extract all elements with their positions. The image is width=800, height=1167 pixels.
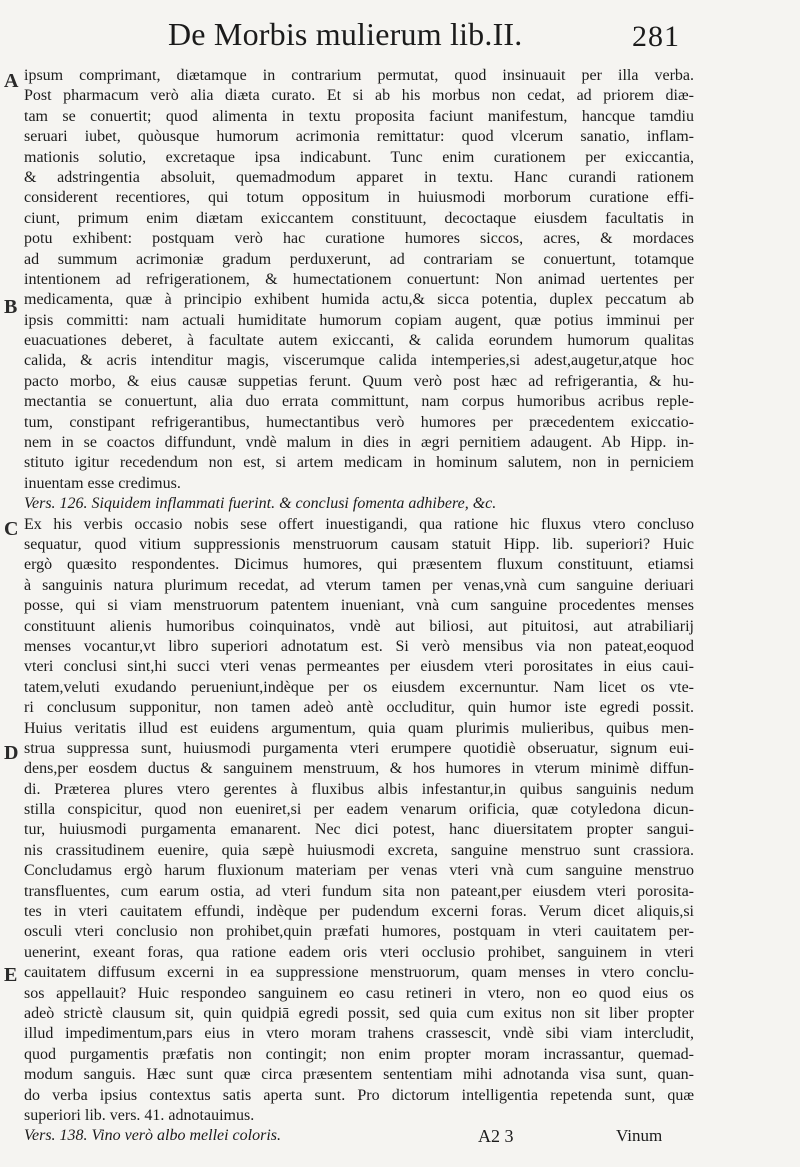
text-line: tur, huiusmodi purgamenta emanarent. Nec dici potest, hanc diuersitatem propter sangui-	[24, 821, 694, 839]
text-line: ipsis committi: nam actuali humiditate humorum copiam augent, quæ potius imminui per	[24, 311, 694, 329]
text-line: vteri conclusi sint,hi succi vteri venas permeantes per eiusdem vteri porositates in eius caui-	[24, 658, 694, 676]
text-line: di. Præterea plures vtero gerentes à fluxibus albis infestantur,in quibus sanguinis nedum	[24, 780, 694, 798]
page-header	[0, 14, 800, 58]
running-title: De Morbis mulierum lib.II.	[168, 16, 523, 52]
text-line: Huius veritatis illud est euidens argumentum, quia quam plurimis mulieribus, quibus men-	[24, 719, 694, 737]
text-line: euacuationes deberet, à facultate autem exiccanti, & calida eorundem humorum qualitas	[24, 332, 694, 350]
text-line: seruari iubet, quòusque humorum acrimonia remittatur: quod vlcerum sanatio, inflam-	[24, 128, 694, 146]
text-line: Post pharmacum verò alia diæta curato. Et si ab his morbus non cedat, ad priorem diæ-	[24, 87, 694, 105]
text-line: uenerint, exeant foras, qua ratione eadem oris vteri occlusio prohibet, sanguinem in vteri	[24, 943, 694, 961]
text-line: intentionem ad refrigerationem, & humectationem conuertunt: Non animad uertentes per	[24, 270, 694, 288]
text-line: tatem,veluti exudando perueniunt,indèque per os eiusdem excernuntur. Nam licet os vte-	[24, 678, 694, 696]
text-line: stilla conspicitur, quod non eueniret,si per eadem venarum orificia, quæ cotyledona dicun-	[24, 801, 694, 819]
verse-heading: Vers. 138. Vino verò albo mellei coloris.	[24, 1127, 281, 1145]
text-line: ipsum comprimant, diætamque in contrarium permutat, quod insinuauit per illa verba.	[24, 67, 694, 84]
text-line: menses vocantur,vt libro superiori adnotatum est. Si verò mensibus via non pateat,eoquod	[24, 637, 694, 655]
text-line: strua suppressa sunt, huiusmodi purgamenta vteri erumpere quotidiè obseruatur, signum eui-	[24, 739, 694, 757]
text-line: tum, constipant refrigerantibus, humectantibus verò humores per præcedentem exiccatio-	[24, 413, 694, 431]
signature-mark: A2 3	[478, 1126, 514, 1146]
paragraph-end-line: superiori lib. vers. 41. adnotauimus.	[24, 1106, 255, 1124]
text-line: tes in vteri cauitatem effundi, indèque per pudendum excerni foras. Verum dicet aliquis,si	[24, 903, 694, 921]
text-line: ciunt, primum enim diætam exiccantem constituunt, decoctaque eiusdem facultatis in	[24, 209, 694, 227]
text-line: sos appellauit? Huic respondeo sanguinem eo casu retineri in vtero, non eo quod eius os	[24, 984, 694, 1002]
text-line: tam se conuertit; quod alimenta in textu proposita faciunt manifestum, hancque tamdiu	[24, 107, 694, 125]
text-line: ergò quæsito respondentes. Dicimus humores, qui præsentem fluxum constituunt, etiamsi	[24, 556, 694, 574]
text-line: illud impedimentum,pars eius in vtero moram trahens crassescit, vndè sibi viam intercludit,	[24, 1025, 694, 1043]
text-line: Ex his verbis occasio nobis sese offert inuestigandi, qua ratione hic fluxus vtero concluso	[24, 515, 694, 533]
margin-letter-c: C	[4, 518, 19, 540]
text-line: posse, qui si viam menstruorum patentem inueniant, vnà cum sanguine procedentes menses	[24, 597, 694, 615]
text-line: nis crassitudinem euenire, quia sæpè huiusmodi excreta, sanguine menstruo sunt crassiora.	[24, 841, 694, 859]
text-line: sequatur, quod vitium suppressionis menstruorum causam statuit Hipp. lib. superiori? Huic	[24, 535, 694, 553]
text-line: & adstringentia absoluit, quemadmodum apparet in textu. Hanc curandi rationem	[24, 168, 694, 186]
text-line: transfluentes, cum earum ostia, ad vteri fundum sita non pateant,per eiusdem vteri porosita-	[24, 882, 694, 900]
margin-letter-b: B	[4, 296, 18, 318]
margin-letter-e: E	[4, 964, 18, 986]
text-line: osculi vteri conclusio non prohibet,quin præfati humores, postquam in vteri cauitatem per-	[24, 923, 694, 941]
page-number: 281	[632, 20, 680, 53]
text-line: adeò strictè clausum sit, quin quidpiā egredi possit, sed quia cum exitus non sit liber propter	[24, 1004, 694, 1022]
text-line: calida, & acris intenditur magis, viscerumque calida intemperies,si adest,augetur,atque hoc	[24, 352, 694, 370]
text-line: quod purgamentis præfatis non contingit; non enim propter moram incrassantur, quemad-	[24, 1045, 694, 1063]
text-line: modum sanguis. Hæc sunt quæ circa præsentem sententiam mihi adnotanda visa sunt, quan-	[24, 1066, 694, 1084]
text-line: medicamenta, quæ à principio exhibent humida actu,& sicca potentia, duplex peccatum ab	[24, 291, 694, 309]
text-line: pacto morbo, & eius causæ suppetias ferunt. Quum verò post hæc ad refrigerantia, & hu-	[24, 372, 694, 390]
text-line: Concludamus ergò harum fluxionum materiam per venas vteri vnà cum sanguine menstruo	[24, 862, 694, 880]
text-line: potu exhibent: postquam verò hac curatione humores siccos, acres, & mordaces	[24, 230, 694, 248]
text-line: ri conclusum supponitur, non tamen adeò antè occluditur, quin humor iste egredi possit.	[24, 699, 694, 717]
body-text	[24, 66, 694, 1147]
text-line: cauitatem diffusum excerni in ea suppressione menstruorum, quam menses in vtero conclu-	[24, 964, 694, 982]
catchword: Vinum	[616, 1126, 663, 1145]
text-line: stituto igitur recedendum non est, si artem medicam in hominum salutem, non in perniciem	[24, 454, 694, 472]
text-line: dens,per eosdem ductus & sanguinem menstruum, & hos humores in vterum minimè diffun-	[24, 760, 694, 778]
text-line: mectantia se conuertunt, alia duo errata committunt, nam corpus humoribus acribus reple-	[24, 393, 694, 411]
verse-heading: Vers. 126. Siquidem inflammati fuerint. & conclusi fomenta adhibere, &c.	[24, 495, 497, 513]
margin-letter-a: A	[4, 70, 19, 92]
margin-letter-d: D	[4, 742, 19, 764]
text-line: à sanguinis natura plurimum recedat, ad vterum tamen per venas,vnà cum sanguine deriuari	[24, 576, 694, 594]
text-line: ad summum acrimoniæ gradum perduxerunt, ad contrariam se conuertunt, totamque	[24, 250, 694, 268]
text-line: mationis solutio, excretaque ipsa indicabunt. Tunc enim curationem per exiccantia,	[24, 148, 694, 166]
text-line: do verba ipsius contextus satis aperta sunt. Pro dictorum intelligentia repetenda sunt, quæ	[24, 1086, 694, 1104]
page-footer	[0, 1124, 800, 1154]
paragraph-end-line: inuentam esse credimus.	[24, 474, 181, 492]
text-line: constituunt alienis humoribus coinquinatos, vndè aut biliosi, aut pituitosi, aut atrabiliarij	[24, 617, 694, 635]
text-line: nem in se coactos diffundunt, vndè malum in dies in ægri pernitiem adaugent. Ab Hipp. in-	[24, 434, 694, 452]
text-line: considerent recentiores, qui totum oppositum in huiusmodi morborum curatione effi-	[24, 189, 694, 207]
